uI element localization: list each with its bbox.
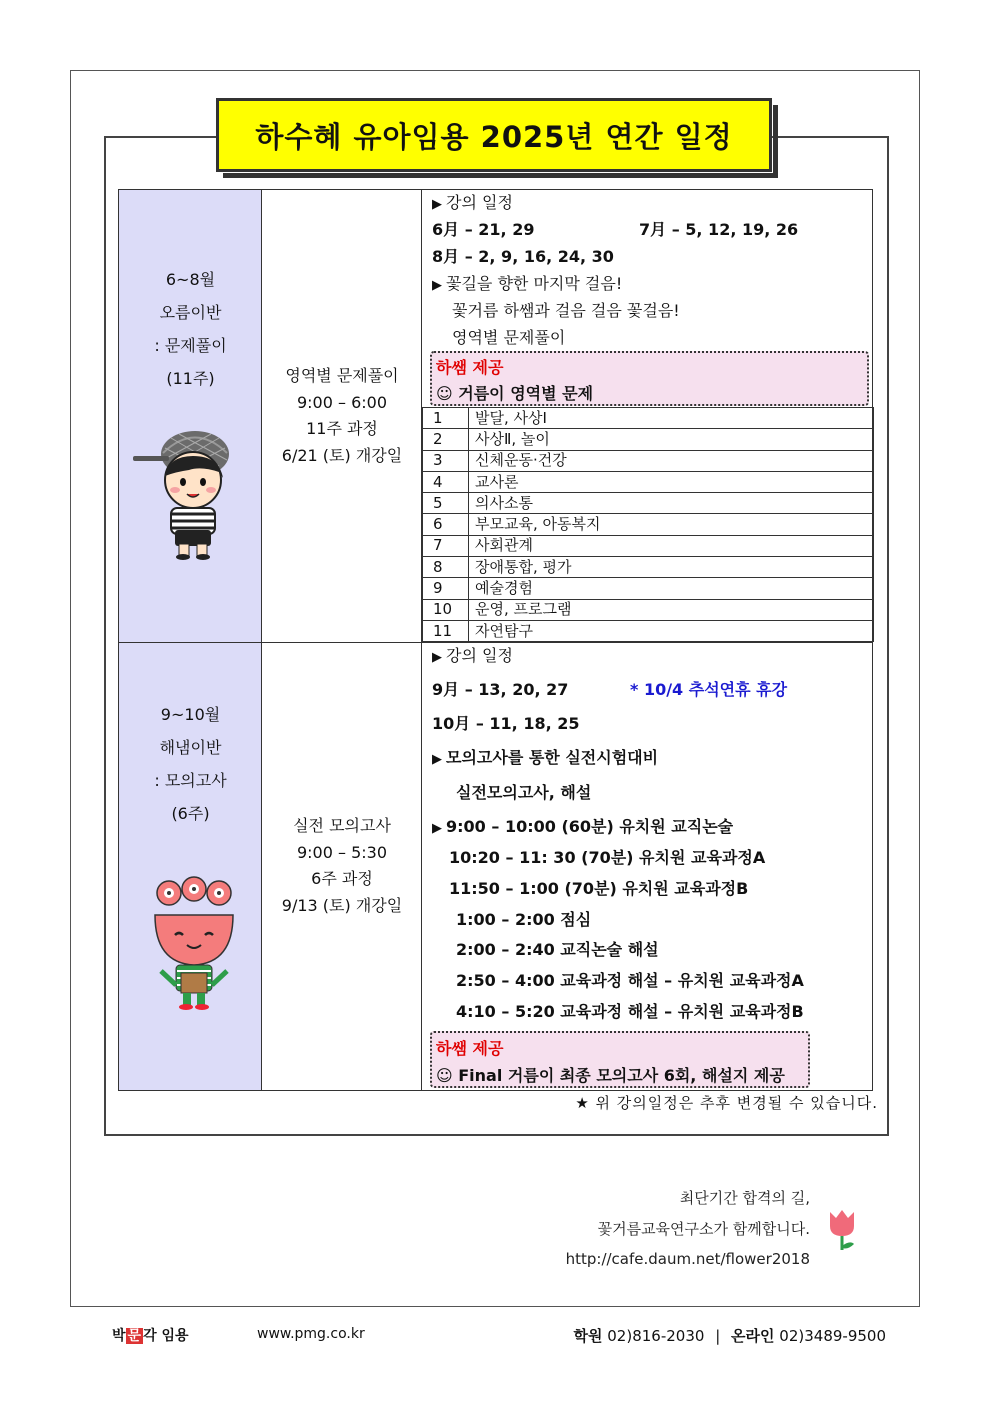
schedule-heading: ▶ 강의 일정 xyxy=(432,646,513,665)
course-duration: 11주 과정 xyxy=(306,419,378,438)
class-info xyxy=(119,263,262,395)
table-row: 10 운영, 프로그램 xyxy=(423,599,874,620)
mock-exam-subtitle: 실전모의고사, 해설 xyxy=(456,783,592,802)
triangle-bullet-icon: ▶ xyxy=(432,197,442,212)
class-info xyxy=(119,698,262,830)
page-title: 하수혜 유아임용 2025년 연간 일정 xyxy=(216,98,772,172)
timetable-item: 1:00 – 2:00 점심 xyxy=(456,910,592,929)
course-time: 9:00 – 6:00 xyxy=(296,392,388,412)
schedule-change-notice: ★ 위 강의일정은 추후 변경될 수 있습니다. xyxy=(575,1094,878,1112)
section-summer-class xyxy=(118,189,873,643)
timetable-item: 10:20 – 11: 30 (70분) 유치원 교육과정A xyxy=(449,848,766,867)
triangle-bullet-icon: ▶ xyxy=(432,650,442,665)
chef-kid-mascot-icon xyxy=(131,426,249,560)
motto-heading: ▶ 꽃길을 향한 마지막 걸음! xyxy=(432,274,623,293)
august-dates: 8月 – 2, 9, 16, 24, 30 xyxy=(432,247,614,266)
course-name: 실전 모의고사 xyxy=(293,816,391,835)
course-column xyxy=(262,643,422,1090)
course-start-date: 6/21 (토) 개강일 xyxy=(281,445,403,465)
timetable-item: ▶ 9:00 – 10:00 (60분) 유치원 교직논술 xyxy=(432,817,734,836)
class-type: : 문제풀이 xyxy=(154,336,227,355)
provided-title: 하쌤 제공 xyxy=(436,1039,504,1058)
table-row: 8 장애통합, 평가 xyxy=(423,557,874,578)
triangle-bullet-icon: ▶ xyxy=(432,752,442,767)
class-type: : 모의고사 xyxy=(154,771,227,790)
class-weeks: (6주) xyxy=(171,804,210,823)
online-phone: 02)3489-9500 xyxy=(779,1327,886,1345)
class-weeks: (11주) xyxy=(166,369,215,388)
promo-line: 꽃거름교육연구소가 함께합니다. xyxy=(597,1220,810,1238)
class-months: 9~10월 xyxy=(160,705,221,724)
class-name: 오름이반 xyxy=(159,303,222,322)
timetable-item: 2:50 – 4:00 교육과정 해설 – 유치원 교육과정A xyxy=(456,971,804,990)
class-name: 해냄이반 xyxy=(159,738,222,757)
provided-text: ☺ 거름이 영역별 문제 xyxy=(436,384,594,403)
course-info xyxy=(262,813,422,919)
class-column xyxy=(119,643,262,1090)
publisher-logo: 박 문 각 임용 xyxy=(112,1328,189,1344)
table-row: 2 사상Ⅱ, 놀이 xyxy=(423,429,874,450)
mock-exam-heading: ▶ 모의고사를 통한 실전시험대비 xyxy=(432,748,659,767)
timetable-item: 11:50 – 1:00 (70분) 유치원 교육과정B xyxy=(449,879,749,898)
flower-mascot-icon xyxy=(149,875,239,1015)
triangle-bullet-icon: ▶ xyxy=(432,821,442,836)
class-column xyxy=(119,190,262,642)
table-row: 11 자연탐구 xyxy=(423,620,874,641)
class-months: 6~8월 xyxy=(165,270,216,289)
course-duration: 6주 과정 xyxy=(311,869,373,888)
motto-subject: 영역별 문제풀이 xyxy=(452,328,566,347)
table-row: 9 예술경험 xyxy=(423,578,874,599)
timetable-item: 2:00 – 2:40 교직논술 해설 xyxy=(456,940,659,959)
topics-table xyxy=(422,407,874,642)
table-row: 5 의사소통 xyxy=(423,493,874,514)
schedule-heading: ▶ 강의 일정 xyxy=(432,193,513,212)
timetable-item: 4:10 – 5:20 교육과정 해설 – 유치원 교육과정B xyxy=(456,1002,804,1021)
schedule-column xyxy=(422,643,872,1090)
publisher-website[interactable]: www.pmg.co.kr xyxy=(257,1326,365,1342)
contact-info: 학원 02)816-2030 | 온라인 02)3489-9500 xyxy=(573,1327,886,1345)
triangle-bullet-icon: ▶ xyxy=(432,278,442,293)
course-name: 영역별 문제풀이 xyxy=(285,366,399,385)
table-row: 7 사회관계 xyxy=(423,535,874,556)
motto-line: 꽃거름 하쌤과 걸음 걸음 꽃걸음! xyxy=(452,301,680,320)
course-column xyxy=(262,190,422,642)
promo-line: 최단기간 합격의 길, xyxy=(679,1189,810,1207)
provided-text: ☺ Final 거름이 최종 모의고사 6회, 해설지 제공 xyxy=(436,1066,785,1085)
table-row: 4 교사론 xyxy=(423,471,874,492)
provided-materials-box xyxy=(430,351,869,406)
september-dates: 9月 – 13, 20, 27 xyxy=(432,680,569,699)
promo-url: http://cafe.daum.net/flower2018 xyxy=(565,1250,810,1268)
july-dates: 7月 – 5, 12, 19, 26 xyxy=(639,220,799,239)
table-row: 1 발달, 사상Ⅰ xyxy=(423,408,874,429)
provided-materials-box xyxy=(430,1031,810,1088)
october-dates: 10月 – 11, 18, 25 xyxy=(432,714,580,733)
section-autumn-class xyxy=(118,643,873,1091)
schedule-column xyxy=(422,190,872,642)
chuseok-holiday-note: * 10/4 추석연휴 휴강 xyxy=(630,680,788,699)
course-info xyxy=(262,363,422,469)
course-start-date: 9/13 (토) 개강일 xyxy=(281,895,403,915)
table-row: 6 부모교육, 아동복지 xyxy=(423,514,874,535)
table-row: 3 신체운동·건강 xyxy=(423,450,874,471)
june-dates: 6月 – 21, 29 xyxy=(432,220,535,239)
course-time: 9:00 – 5:30 xyxy=(296,842,388,862)
academy-phone: 02)816-2030 xyxy=(607,1327,705,1345)
tulip-logo-icon xyxy=(826,1206,858,1252)
provided-title: 하쌤 제공 xyxy=(436,358,504,377)
